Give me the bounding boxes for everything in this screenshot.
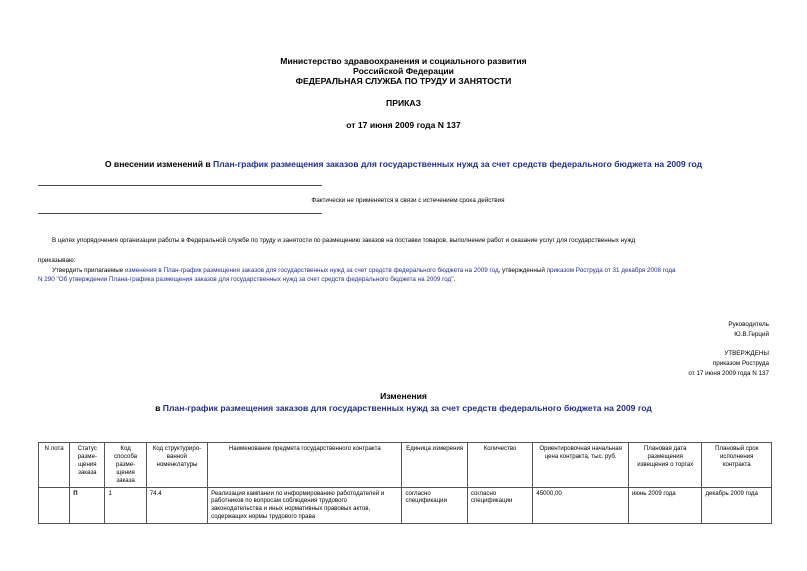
th-notice-date: Плановая дата размещения извещения о торгах	[628, 443, 702, 488]
changes-heading: Изменения	[380, 391, 427, 401]
doc-type: ПРИКАЗ	[386, 98, 421, 108]
cell-code: 74.4	[146, 487, 207, 524]
approve-paragraph-line-1	[52, 267, 782, 276]
changes-sub-prefix: в	[155, 403, 163, 413]
table-header-row	[39, 443, 772, 488]
th-term: Плановый срок исполнения контракта	[702, 443, 772, 488]
th-unit: Единица измерения	[402, 443, 467, 488]
cell-notice: июнь 2009 года	[628, 487, 702, 524]
cell-method: 1	[105, 487, 146, 524]
divider-top	[38, 185, 322, 186]
approve-link-changes[interactable]: изменения в План-график размещения заказов для государственных нужд за счет средств федерального бюджета на 2009 год	[125, 267, 499, 274]
th-status: Статус разме-щения заказа	[70, 443, 105, 488]
cell-term: декабрь 2009 года	[702, 487, 772, 524]
th-contract-subject: Наименование предмета государственного контракта	[208, 443, 402, 488]
approve-end: .	[453, 276, 456, 283]
title-prefix: О внесении изменений в	[104, 159, 214, 169]
cell-price: 45000,00	[533, 487, 629, 524]
approval-line-2: приказом Роструда	[712, 360, 769, 367]
cell-unit: согласно спецификации	[402, 487, 467, 524]
changes-table	[38, 442, 772, 524]
ministry-line-1: Министерство здравоохранения и социального развития	[280, 56, 527, 66]
service-name: ФЕДЕРАЛЬНАЯ СЛУЖБА ПО ТРУДУ И ЗАНЯТОСТИ	[295, 76, 512, 86]
cell-status: П	[70, 487, 105, 524]
doc-date-number: от 17 июня 2009 года N 137	[346, 120, 461, 130]
order-word: приказываю:	[38, 257, 76, 264]
th-quantity: Количество	[467, 443, 532, 488]
page-title	[0, 159, 807, 169]
changes-subheading	[0, 403, 807, 413]
approve-link-order-part2[interactable]: N 290 "Об утверждении Плана-графика размещения заказов для государственных нужд за счет средств федерального бюджета на 2009 год"	[38, 276, 454, 283]
signature-name: Ю.В.Герций	[734, 331, 769, 338]
approve-link-order-part1[interactable]: приказом Роструда от 31 декабря 2008 года	[546, 267, 676, 274]
intro-paragraph: В целях упорядочения организации работы в Федеральной службе по труду и занятости по размещению заказов на поставки товаров, выполнение работ и оказание услуг для государственных нужд	[52, 237, 636, 244]
th-method: Код способа разме-щения заказа	[105, 443, 146, 488]
approval-line-3: от 17 июня 2009 года N 137	[688, 370, 769, 377]
approve-middle: , утвержденный	[498, 267, 547, 274]
divider-bottom	[38, 213, 322, 214]
title-link[interactable]: План-график размещения заказов для государственных нужд за счет средств федерального бюджета на 2009 год	[213, 159, 703, 169]
th-lot: N лота	[39, 443, 70, 488]
approve-prefix: Утвердить прилагаемые	[52, 267, 125, 274]
changes-sub-link[interactable]: План-график размещения заказов для государственных нужд за счет средств федерального бюджета на 2009 год	[162, 403, 652, 413]
th-nomenclature: Код структуриро-ванной номенклатуры	[146, 443, 207, 488]
approve-paragraph-line-2	[38, 276, 778, 285]
cell-name: Реализация кампании по информированию работодателей и работников по вопросам соблюдения трудового законодательства и иных нормативных правовых актов, содержащих нормы трудового права	[208, 487, 402, 524]
cell-qty: согласно спецификации	[467, 487, 532, 524]
cell-lot	[39, 487, 70, 524]
approval-line-1: УТВЕРЖДЕНЫ	[724, 350, 769, 357]
signature-position: Руководитель	[728, 321, 769, 328]
ministry-line-2: Российской Федерации	[353, 66, 454, 76]
table-row	[39, 487, 772, 524]
status-note: Фактически не применяется в связи с истечением срока действия	[311, 197, 505, 204]
th-price: Ориентировочная начальная цена контракта, тыс. руб.	[533, 443, 629, 488]
